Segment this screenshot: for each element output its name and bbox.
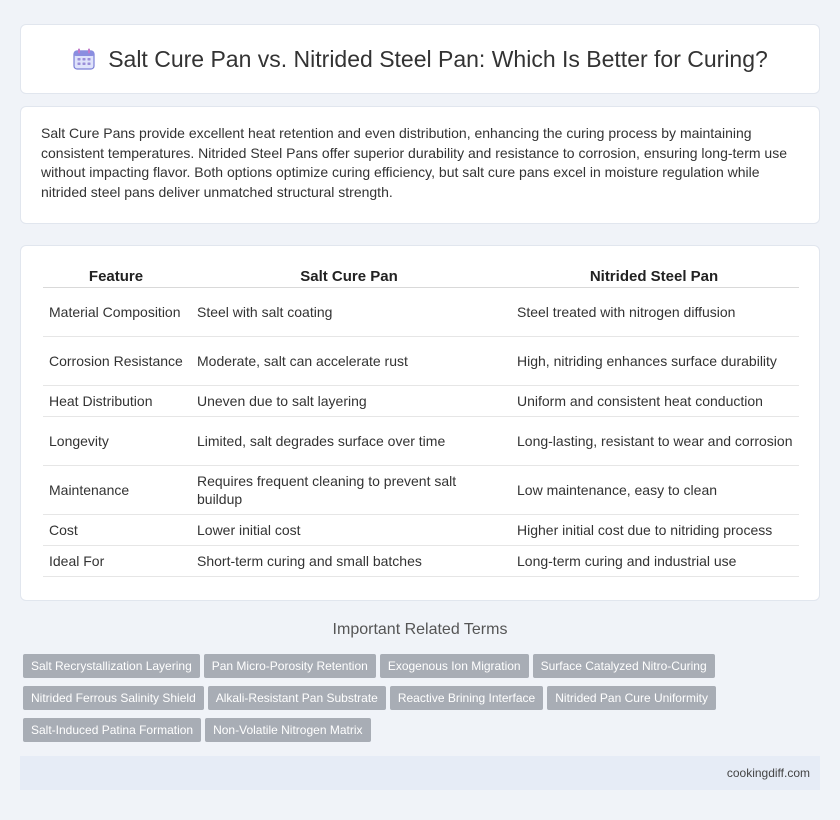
- header-feature: Feature: [43, 264, 189, 288]
- salt-cure-cell: Uneven due to salt layering: [189, 386, 509, 417]
- feature-cell: Material Composition: [43, 288, 189, 337]
- feature-cell: Ideal For: [43, 546, 189, 577]
- related-tag[interactable]: Alkali-Resistant Pan Substrate: [208, 686, 386, 710]
- nitrided-cell: High, nitriding enhances surface durability: [509, 337, 799, 386]
- nitrided-cell: Low maintenance, easy to clean: [509, 466, 799, 515]
- salt-cure-cell: Moderate, salt can accelerate rust: [189, 337, 509, 386]
- related-tag[interactable]: Non-Volatile Nitrogen Matrix: [205, 718, 370, 742]
- table-row: [43, 288, 799, 337]
- related-tag[interactable]: Salt Recrystallization Layering: [23, 654, 200, 678]
- table-row: [43, 466, 799, 515]
- page-title: Salt Cure Pan vs. Nitrided Steel Pan: Which Is Better for Curing?: [108, 45, 768, 72]
- salt-cure-cell: Requires frequent cleaning to prevent salt buildup: [189, 466, 509, 515]
- related-tag[interactable]: Salt-Induced Patina Formation: [23, 718, 201, 742]
- header-salt-cure-pan: Salt Cure Pan: [189, 264, 509, 288]
- feature-cell: Heat Distribution: [43, 386, 189, 417]
- comparison-table-card: [20, 245, 820, 601]
- salt-cure-cell: Limited, salt degrades surface over time: [189, 417, 509, 466]
- table-header-row: [43, 264, 799, 288]
- feature-cell: Cost: [43, 515, 189, 546]
- related-terms-tags: [23, 654, 823, 750]
- related-tag[interactable]: Nitrided Pan Cure Uniformity: [547, 686, 716, 710]
- table-row: [43, 546, 799, 577]
- nitrided-cell: Uniform and consistent heat conduction: [509, 386, 799, 417]
- related-terms-title: Important Related Terms: [332, 621, 508, 638]
- feature-cell: Longevity: [43, 417, 189, 466]
- nitrided-cell: Steel treated with nitrogen diffusion: [509, 288, 799, 337]
- table-row: [43, 515, 799, 546]
- footer: [20, 756, 820, 790]
- feature-cell: Corrosion Resistance: [43, 337, 189, 386]
- related-tag[interactable]: Exogenous Ion Migration: [380, 654, 529, 678]
- comparison-table: [43, 264, 799, 577]
- related-tag[interactable]: Pan Micro-Porosity Retention: [204, 654, 376, 678]
- related-tag[interactable]: Surface Catalyzed Nitro-Curing: [533, 654, 715, 678]
- related-tag[interactable]: Reactive Brining Interface: [390, 686, 543, 710]
- salt-cure-cell: Lower initial cost: [189, 515, 509, 546]
- nitrided-cell: Long-lasting, resistant to wear and corrosion: [509, 417, 799, 466]
- table-row: [43, 417, 799, 466]
- summary-card: [20, 106, 820, 224]
- calendar-icon: [72, 47, 96, 71]
- related-tag[interactable]: Nitrided Ferrous Salinity Shield: [23, 686, 204, 710]
- nitrided-cell: Long-term curing and industrial use: [509, 546, 799, 577]
- nitrided-cell: Higher initial cost due to nitriding process: [509, 515, 799, 546]
- table-row: [43, 337, 799, 386]
- title-card: [20, 24, 820, 94]
- salt-cure-cell: Short-term curing and small batches: [189, 546, 509, 577]
- header-nitrided-steel-pan: Nitrided Steel Pan: [509, 264, 799, 288]
- table-row: [43, 386, 799, 417]
- feature-cell: Maintenance: [43, 466, 189, 515]
- salt-cure-cell: Steel with salt coating: [189, 288, 509, 337]
- summary-text: Salt Cure Pans provide excellent heat retention and even distribution, enhancing the curing process by maintaining consistent temperatures. Nitrided Steel Pans offer superior durability and resistance to corrosion, ensuring long-term use without impacting flavor. Both options optimize curing efficiency, but salt cure pans excel in moisture regulation while nitrided steel pans deliver unmatched structural strength.: [41, 125, 788, 200]
- footer-site-link[interactable]: cookingdiff.com: [726, 766, 810, 780]
